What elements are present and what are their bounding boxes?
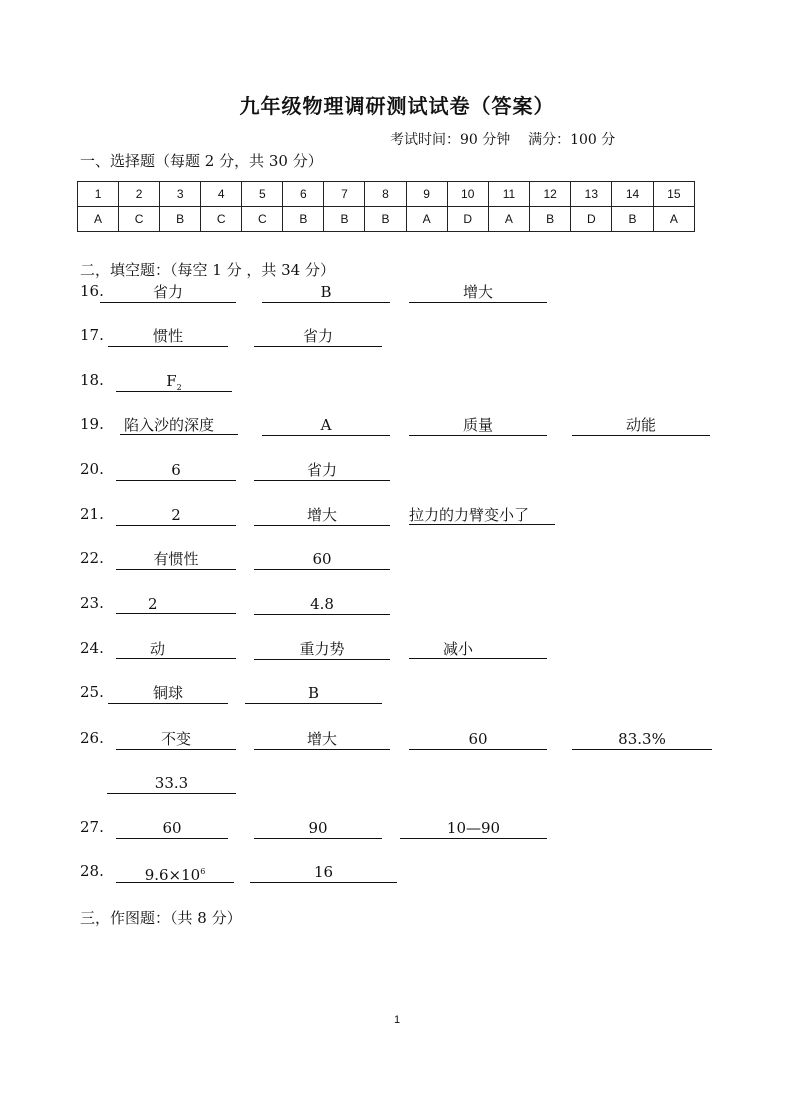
question-number-cell: 13: [571, 182, 612, 207]
answer-blank: 重力势: [254, 639, 390, 660]
answer-blank: 动: [116, 639, 236, 659]
answer-cell: A: [653, 207, 694, 232]
table-row-numbers: [78, 182, 695, 207]
answer-cell: B: [530, 207, 571, 232]
answer-cell: A: [406, 207, 447, 232]
question-number-cell: 7: [324, 182, 365, 207]
answer-blank: B: [262, 282, 390, 303]
answer-cell: C: [242, 207, 283, 232]
answer-blank: 4.8: [254, 594, 390, 615]
answer-blank: 减小: [409, 639, 547, 659]
answer-blank: 90: [254, 818, 382, 839]
question-number-cell: 6: [283, 182, 324, 207]
answer-cell: D: [571, 207, 612, 232]
answer-blank: 33.3: [107, 773, 236, 794]
question-number: 22.: [80, 549, 104, 567]
answer-blank: $9.6\times 10^6$: [116, 862, 234, 883]
answer-blank: 质量: [409, 415, 547, 436]
answer-blank: 增大: [254, 505, 390, 526]
answer-blank: 拉力的力臂变小了: [409, 505, 555, 525]
answer-cell: B: [160, 207, 201, 232]
answer-cell: C: [201, 207, 242, 232]
question-number-cell: 12: [530, 182, 571, 207]
answer-blank: B: [245, 683, 382, 704]
question-number-cell: 11: [488, 182, 529, 207]
answer-blank: 惯性: [108, 326, 228, 347]
answer-cell: B: [612, 207, 653, 232]
answer-blank: 有惯性: [116, 549, 236, 570]
exam-time: 考试时间：90 分钟: [390, 132, 511, 148]
question-number: 20.: [80, 460, 104, 478]
answer-blank: 省力: [254, 460, 390, 481]
section-drawing-heading: 三，作图题：（共 8 分）: [80, 909, 242, 927]
question-number: 23.: [80, 594, 104, 612]
question-number-cell: 3: [160, 182, 201, 207]
question-number-cell: 9: [406, 182, 447, 207]
question-number: 26.: [80, 729, 104, 747]
answer-cell: C: [119, 207, 160, 232]
question-number-cell: 2: [119, 182, 160, 207]
question-number: 19.: [80, 415, 104, 433]
question-number-cell: 10: [447, 182, 488, 207]
answer-blank: 增大: [409, 282, 547, 303]
table-row-answers: [78, 207, 695, 232]
question-number: 25.: [80, 683, 104, 701]
exam-info: [390, 129, 615, 149]
page-title: 九年级物理调研测试试卷（答案）: [239, 94, 555, 118]
answer-blank: 60: [409, 729, 547, 750]
question-number: 16.: [80, 282, 104, 300]
question-number: 24.: [80, 639, 104, 657]
answer-blank: 不变: [116, 729, 236, 750]
question-number-cell: 5: [242, 182, 283, 207]
answer-blank: 10—90: [400, 818, 547, 839]
answer-blank: 60: [116, 818, 228, 839]
question-number: 18.: [80, 371, 104, 389]
question-number-cell: 1: [78, 182, 119, 207]
page-number: 1: [393, 1014, 401, 1026]
answer-blank: 16: [250, 862, 397, 883]
answer-cell: B: [365, 207, 406, 232]
answer-blank: 2: [116, 594, 236, 614]
full-score: 满分：100 分: [528, 132, 616, 148]
question-number: 28.: [80, 862, 104, 880]
answer-blank: 6: [116, 460, 236, 481]
answer-blank: 2: [116, 505, 236, 526]
answer-blank: 省力: [100, 282, 236, 303]
question-number-cell: 4: [201, 182, 242, 207]
answer-blank: $F_2$: [116, 371, 232, 392]
answer-blank: 省力: [254, 326, 382, 347]
question-number: 27.: [80, 818, 104, 836]
answer-blank: 83.3%: [572, 729, 712, 750]
answer-blank: 动能: [572, 415, 710, 436]
question-number-cell: 15: [653, 182, 694, 207]
answer-blank: 60: [254, 549, 390, 570]
section-choice-heading: 一、选择题（每题 2 分，共 30 分）: [80, 152, 323, 170]
answer-blank: 陷入沙的深度: [120, 415, 238, 435]
question-number-cell: 8: [365, 182, 406, 207]
answer-blank: 增大: [254, 729, 390, 750]
answer-blank: A: [262, 415, 390, 436]
choice-answer-table: [77, 181, 695, 232]
answer-cell: D: [447, 207, 488, 232]
answer-blank: 铜球: [108, 683, 228, 704]
answer-cell: B: [283, 207, 324, 232]
answer-cell: A: [78, 207, 119, 232]
question-number: 21.: [80, 505, 104, 523]
question-number-cell: 14: [612, 182, 653, 207]
question-number: 17.: [80, 326, 104, 344]
answer-cell: B: [324, 207, 365, 232]
section-fill-heading: 二，填空题：（每空 1 分 ，共 34 分）: [80, 261, 335, 279]
answer-cell: A: [488, 207, 529, 232]
